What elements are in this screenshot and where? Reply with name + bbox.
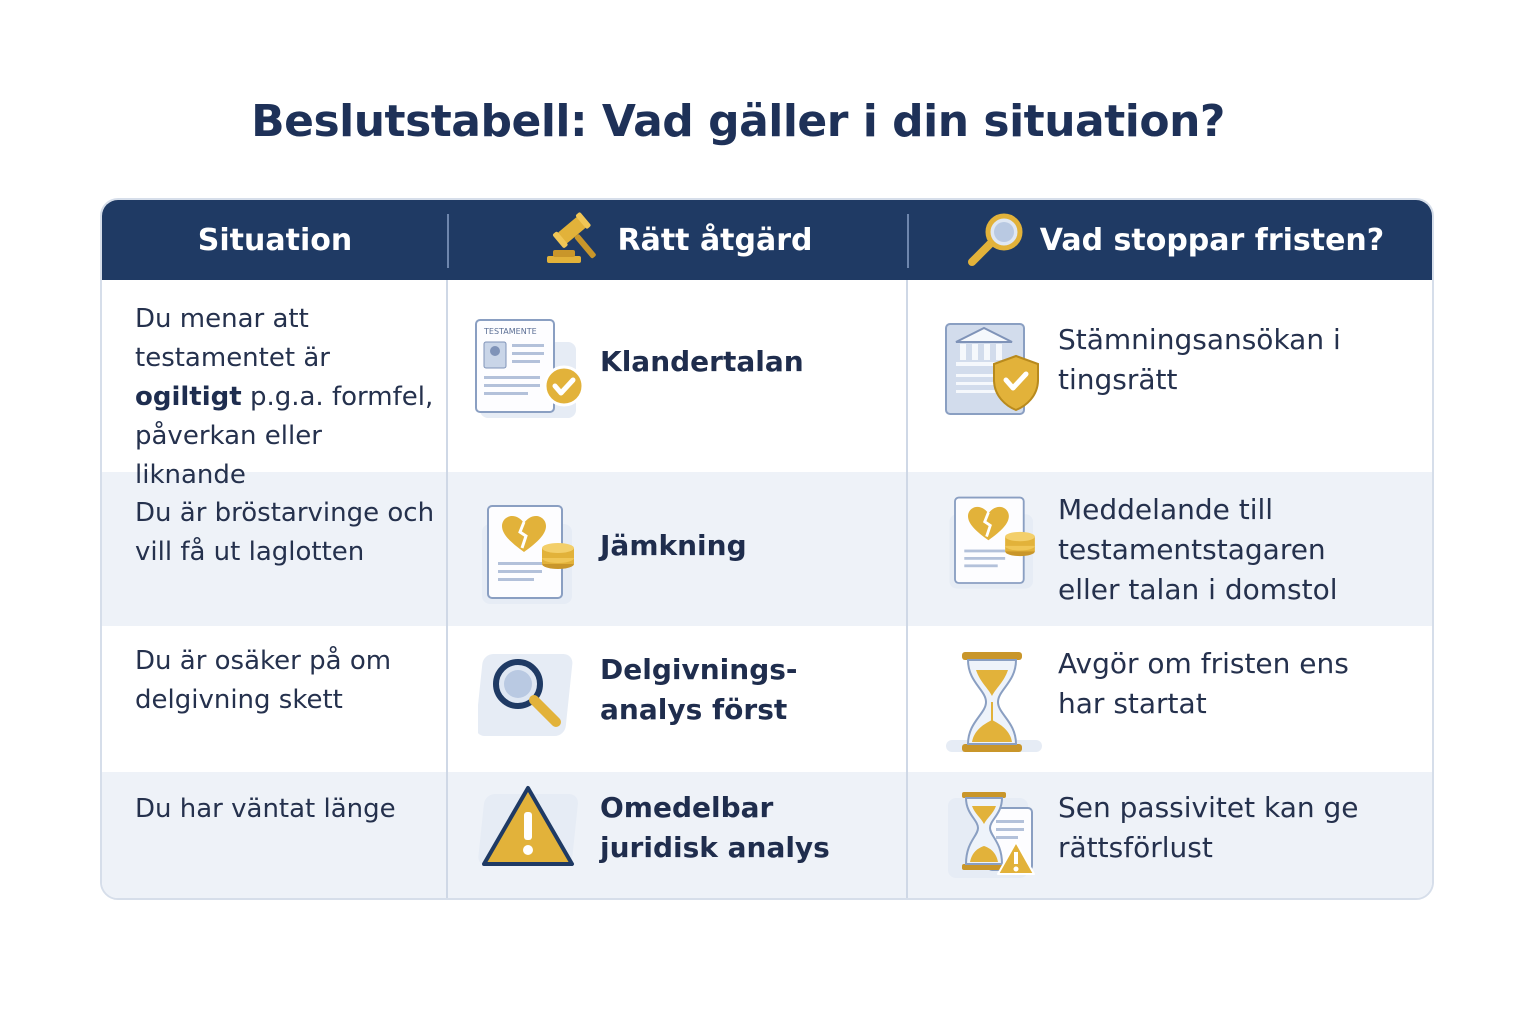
action-cell: Delgivnings- analys först [600,653,798,726]
svg-text:TESTAMENTE: TESTAMENTE [484,327,537,336]
situation-cell: Du är bröstarvinge och vill få ut laglotten [135,498,435,567]
testament-document-check-icon [472,318,588,428]
header-stop: Vad stoppar fristen? [908,200,1434,280]
column-divider [446,280,448,898]
broken-heart-coins-document-icon [942,492,1046,600]
situation-cell: Du har väntat länge [135,794,396,824]
action-cell: Omedelbar juridisk analys [600,791,830,864]
stop-cell: Meddelande till testamentstagaren eller talan i domstol [1058,493,1338,606]
decision-table [100,198,1434,900]
action-cell: Jämkning [600,529,747,562]
hourglass-icon [944,650,1044,762]
header-situation: Situation [197,222,353,258]
situation-cell: Du är osäker på om delgivning skett [135,646,392,715]
header-action: Rätt åtgärd [448,200,908,280]
magnifier-icon [960,212,1030,268]
situation-cell: Du menar att testamentet är ogiltigt p.g.a. formfel, påverkan eller liknande [135,304,434,490]
action-cell: Klandertalan [600,345,804,378]
page-title: Beslutstabell: Vad gäller i din situation? [251,96,1225,147]
gavel-icon [543,212,607,268]
stop-cell: Sen passivitet kan ge rättsförlust [1058,791,1359,864]
stop-cell: Avgör om fristen ens har startat [1058,647,1349,720]
column-divider [906,280,908,898]
magnifier-icon [478,648,582,746]
table-header [102,200,1432,280]
stop-cell: Stämningsansökan i tingsrätt [1058,323,1341,396]
broken-heart-coins-document-icon [474,502,586,614]
warning-triangle-icon [476,784,586,874]
hourglass-warning-document-icon [944,788,1044,888]
court-document-shield-icon [942,320,1052,428]
